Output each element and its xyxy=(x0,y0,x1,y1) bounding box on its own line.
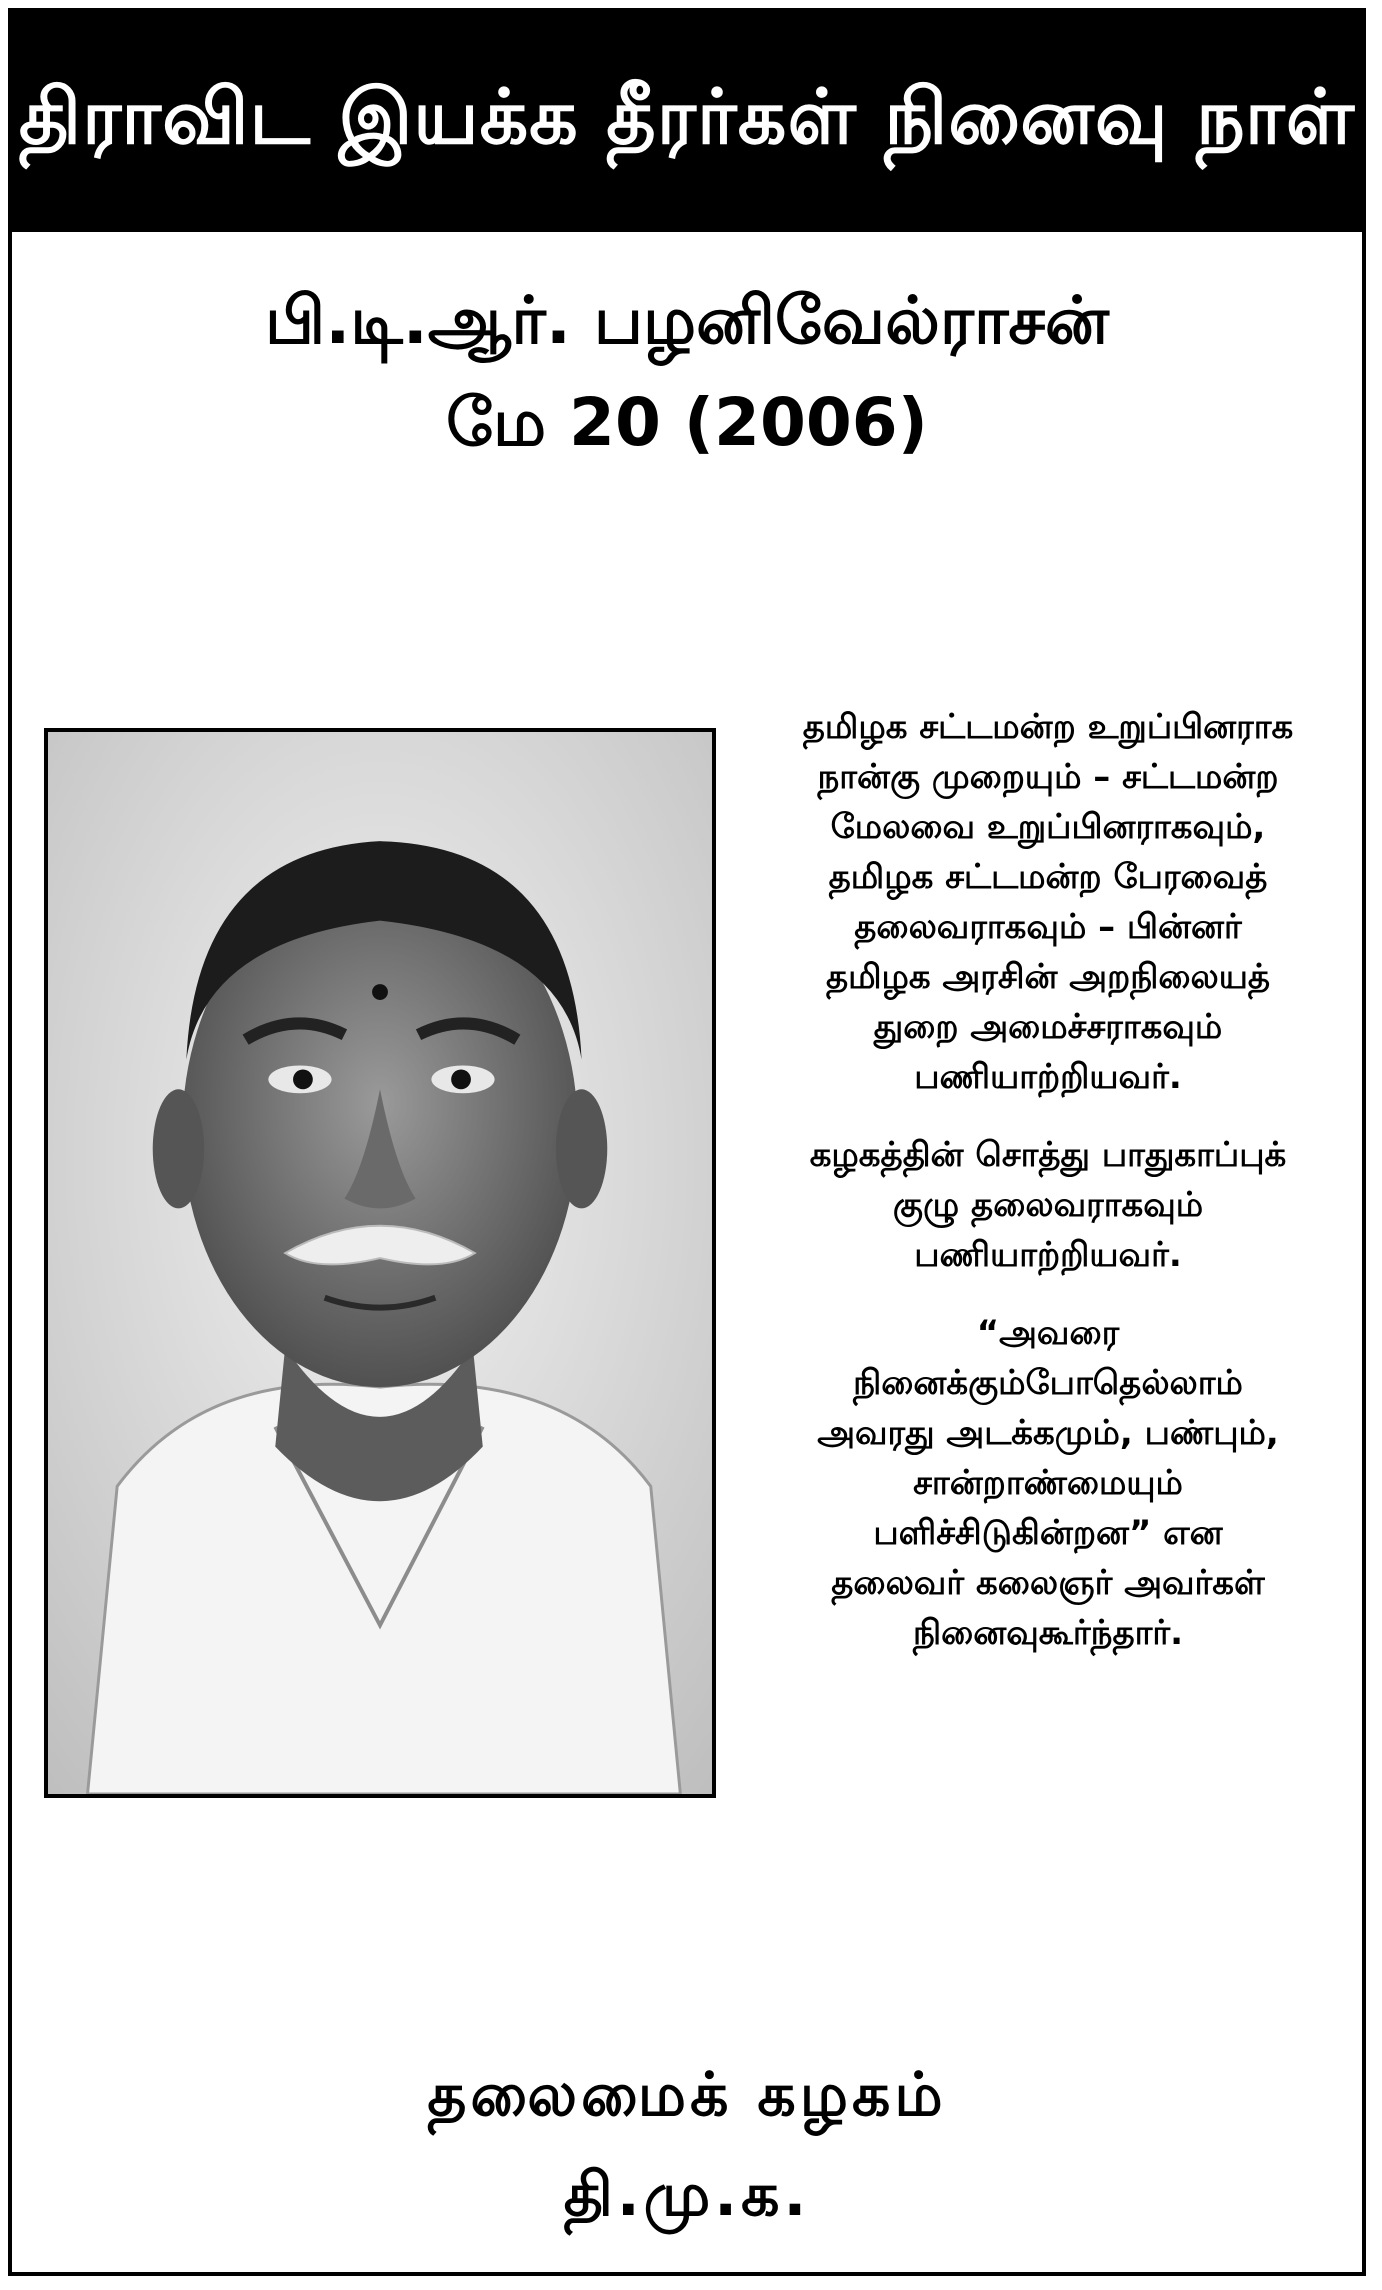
person-name: பி.டி.ஆர். பழனிவேல்ராசன் xyxy=(265,282,1109,359)
paragraph-2 xyxy=(728,1130,1368,1280)
text-line: பணியாற்றியவர். xyxy=(914,1235,1182,1275)
footer-party: தி.மு.க. xyxy=(563,2160,811,2230)
text-line: பணியாற்றியவர். xyxy=(914,1057,1182,1097)
footer-organization: தலைமைக் கழகம் xyxy=(427,2060,947,2130)
text-line: தலைவர் கலைஞர் அவர்கள் xyxy=(831,1563,1265,1603)
biography-text xyxy=(728,702,1368,1686)
text-line: துறை அமைச்சராகவும் xyxy=(873,1007,1223,1047)
text-line: அவரது அடக்கமும், பண்பும், xyxy=(817,1413,1279,1453)
text-line: தமிழக சட்டமன்ற பேரவைத் xyxy=(828,857,1268,897)
text-line: மேலவை உறுப்பினராகவும், xyxy=(830,807,1266,847)
memorial-notice xyxy=(8,8,1366,2276)
banner-title: திராவிட இயக்க தீரர்கள் நினைவு நாள் xyxy=(18,72,1356,161)
portrait-photo xyxy=(44,728,716,1798)
portrait-photo-icon xyxy=(48,732,712,1794)
header-banner xyxy=(12,12,1362,232)
memorial-date: மே 20 (2006) xyxy=(446,384,928,461)
text-line: தமிழக சட்டமன்ற உறுப்பினராக xyxy=(802,707,1294,747)
text-line: நான்கு முறையும் – சட்டமன்ற xyxy=(817,757,1279,797)
text-line: நினைவுகூர்ந்தார். xyxy=(912,1613,1184,1653)
paragraph-1 xyxy=(728,702,1368,1102)
text-line: கழகத்தின் சொத்து பாதுகாப்புக் xyxy=(809,1135,1287,1175)
text-line: தமிழக அரசின் அறநிலையத் xyxy=(825,957,1271,997)
text-line: சான்றாண்மையும் xyxy=(913,1463,1183,1503)
text-line: தலைவராகவும் – பின்னர் xyxy=(854,907,1242,947)
paragraph-3 xyxy=(728,1308,1368,1658)
text-line: நினைக்கும்போதெல்லாம் xyxy=(853,1363,1243,1403)
text-line: பளிச்சிடுகின்றன” என xyxy=(873,1513,1223,1553)
text-line: “அவரை xyxy=(976,1313,1120,1353)
text-line: குழு தலைவராகவும் xyxy=(892,1185,1204,1225)
